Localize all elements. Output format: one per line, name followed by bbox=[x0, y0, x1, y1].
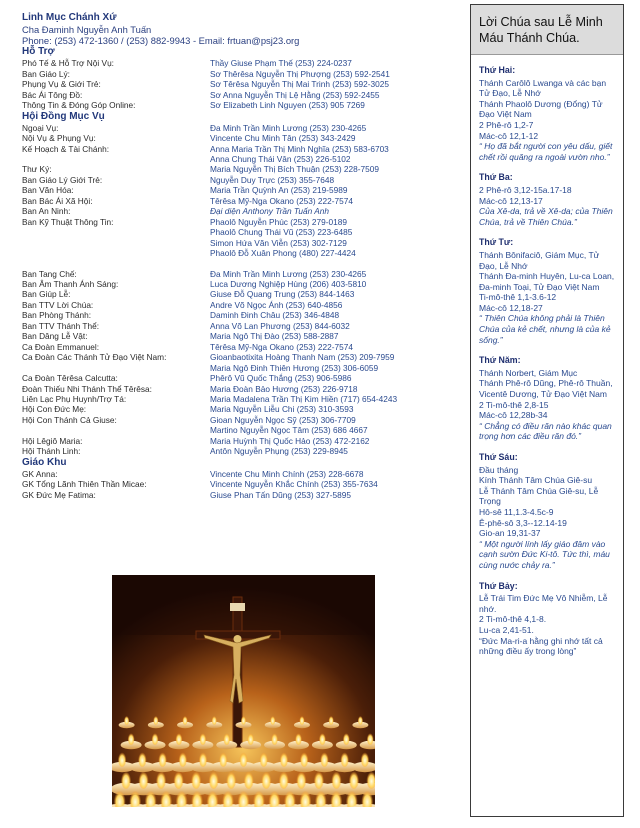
candle-flame bbox=[244, 770, 254, 789]
person-contact: Maria Huỳnh Thị Quốc Hảo (253) 472-2162 bbox=[210, 435, 370, 446]
person-contact: Phaolô Đỗ Xuân Phong (480) 227-4424 bbox=[210, 248, 356, 259]
day-heading: Thứ Tư: bbox=[479, 237, 514, 248]
role-label: Hội Con Thánh Cả Giuse: bbox=[22, 414, 117, 425]
candle-flame bbox=[367, 732, 374, 745]
candle-flame bbox=[320, 751, 329, 767]
person-contact: Gioan Nguyễn Ngọc Sỹ (253) 306-7709 bbox=[210, 414, 356, 425]
role-label: Ban Giáo Lý: bbox=[22, 68, 70, 79]
directory-row bbox=[22, 446, 452, 456]
person-contact: Giuse Phan Tấn Dũng (253) 327-5895 bbox=[210, 489, 351, 500]
directory-row bbox=[22, 227, 452, 237]
role-label: Ca Đoàn Têrêsa Calcutta: bbox=[22, 373, 118, 384]
readings-list bbox=[471, 55, 623, 663]
directory-row bbox=[22, 154, 452, 164]
candle-flame bbox=[361, 751, 370, 767]
candle-flame bbox=[152, 732, 159, 745]
directory-row bbox=[22, 331, 452, 341]
reading-day bbox=[479, 355, 615, 442]
person-contact: Luca Dương Nghiệp Hùng (206) 403-5810 bbox=[210, 279, 367, 290]
directory-row bbox=[22, 321, 452, 331]
candle-flame bbox=[261, 770, 271, 789]
person-contact: Sơ Thêrêsa Nguyễn Thị Phượng (253) 592-2541 bbox=[210, 68, 390, 79]
crucifix-candles-image bbox=[112, 575, 375, 807]
candle-flame bbox=[349, 770, 359, 789]
candle-flame bbox=[319, 732, 326, 745]
candle-flame bbox=[173, 770, 183, 789]
directory-row bbox=[22, 185, 452, 195]
day-heading: Thứ Năm: bbox=[479, 355, 521, 366]
directory-row bbox=[22, 175, 452, 185]
directory-row bbox=[22, 279, 452, 289]
role-label bbox=[22, 227, 210, 237]
person-contact: Maria Nguyễn Thị Bích Thuận (253) 228-7509 bbox=[210, 164, 379, 175]
person-contact: Anna Chung Thái Vân (253) 226-5102 bbox=[210, 154, 351, 165]
role-label: GK Anna: bbox=[22, 468, 58, 479]
candle-flame bbox=[259, 751, 268, 767]
reading-line: 2 Ti-mô-thê 2,8-15 bbox=[479, 399, 549, 410]
candle-flame bbox=[314, 770, 324, 789]
candle-flame bbox=[138, 770, 148, 789]
person-contact: Têrêsa Mỹ-Nga Okano (253) 222-7574 bbox=[210, 195, 353, 206]
person-contact: Phaolô Nguyễn Phúc (253) 279-0189 bbox=[210, 216, 347, 227]
person-contact: Maria Nguyễn Liễu Chi (253) 310-3593 bbox=[210, 404, 354, 415]
day-heading: Thứ Sáu: bbox=[479, 452, 518, 462]
candle-flame bbox=[158, 751, 167, 767]
reading-line: Mác-cô 12,28b-34 bbox=[479, 410, 548, 421]
person-contact: Anna Võ Lan Phương (253) 844-6032 bbox=[210, 320, 350, 331]
person-contact: Maria Trần Quỳnh An (253) 219-5989 bbox=[210, 185, 348, 196]
directory-row bbox=[22, 436, 452, 446]
role-label: Liên Lạc Phụ Huynh/Trợ Tá: bbox=[22, 394, 127, 404]
candle-flame bbox=[279, 770, 289, 789]
day-heading: Thứ Bảy: bbox=[479, 580, 518, 591]
role-label: Ban Văn Hóa: bbox=[22, 185, 74, 196]
reading-line: Lễ Thánh Tâm Chúa Giê-su, Lễ Trọng bbox=[479, 485, 599, 507]
directory-row bbox=[22, 196, 452, 206]
candle-flame bbox=[241, 715, 246, 725]
candle-flame bbox=[118, 751, 127, 767]
priest-heading: Linh Mục Chánh Xứ bbox=[22, 12, 117, 23]
candle-flame bbox=[121, 770, 131, 789]
readings-panel bbox=[470, 4, 624, 817]
candles-crucifix-photo bbox=[112, 575, 375, 807]
candle-flame bbox=[128, 732, 135, 745]
row-spacer bbox=[22, 259, 452, 269]
role-label: Nội Vụ & Phụng Vụ: bbox=[22, 133, 96, 144]
candle-flame bbox=[358, 715, 363, 725]
role-label: Kế Hoạch & Tài Chánh: bbox=[22, 143, 110, 154]
staff-directory bbox=[22, 12, 452, 500]
directory-row bbox=[22, 100, 452, 110]
person-contact: Gioanbaotixita Hoàng Thanh Nam (253) 209-7959 bbox=[210, 352, 395, 363]
person-contact: Giuse Đỗ Quang Trung (253) 844-1463 bbox=[210, 289, 355, 300]
candle-flame bbox=[209, 770, 219, 789]
reading-line: Thánh Phaolô Dương (Đổng) Tử Đạo Việt Nam bbox=[479, 98, 603, 120]
directory-row bbox=[22, 58, 452, 68]
role-label bbox=[22, 425, 210, 435]
candle-flame bbox=[153, 715, 158, 725]
day-heading: Thứ Ba: bbox=[479, 172, 513, 183]
role-label: Ban Giúp Lễ: bbox=[22, 289, 71, 300]
person-contact: Sơ Têrêsa Nguyễn Thị Mai Trinh (253) 592-3025 bbox=[210, 79, 390, 90]
person-contact: Vincente Nguyễn Khắc Chính (253) 355-7634 bbox=[210, 479, 378, 490]
role-label: Ban TTV Thánh Thể: bbox=[22, 320, 100, 331]
role-label: Hội Con Đức Mẹ: bbox=[22, 404, 87, 415]
person-contact: Maria Đoàn Bảo Hương (253) 226-9718 bbox=[210, 383, 358, 394]
candle-flame bbox=[296, 770, 306, 789]
role-label: Hội Thánh Linh: bbox=[22, 446, 81, 457]
role-label: Ban Phòng Thánh: bbox=[22, 310, 92, 321]
directory-row bbox=[22, 123, 452, 133]
person-contact: Sơ Elizabeth Linh Nguyen (253) 905 7269 bbox=[210, 100, 365, 111]
candle-flame bbox=[295, 732, 302, 745]
reading-line: Đầu tháng bbox=[479, 464, 519, 475]
role-label bbox=[22, 363, 210, 373]
section-heading: Hội Đồng Mục Vụ bbox=[22, 110, 105, 122]
person-contact: Đa Minh Trần Minh Lương (253) 230-4265 bbox=[210, 122, 367, 133]
candle-flame bbox=[239, 751, 248, 767]
reading-line: Kính Thánh Tâm Chúa Giê-su bbox=[479, 475, 593, 486]
reading-quote: “ Chẳng có điều răn nào khác quan trọng hơn các điều răn đó.” bbox=[479, 420, 612, 442]
candle-flame bbox=[223, 732, 230, 745]
candle-flame bbox=[138, 751, 147, 767]
reading-quote: “ Một người lính lấy giáo đâm vào cạnh sườn Đức Ki-tô. Tức thì, máu cùng nước chảy ra.” bbox=[479, 538, 610, 570]
directory-row bbox=[22, 269, 452, 279]
directory-row bbox=[22, 79, 452, 89]
role-label: GK Đức Mẹ Fatima: bbox=[22, 489, 96, 500]
reading-line: Thánh Phê-rô Dũng, Phê-rô Thuần, Vicentê Dương, Tử Đạo Việt Nam bbox=[479, 378, 613, 400]
directory-row bbox=[22, 206, 452, 216]
person-contact: Têrêsa Mỹ-Nga Okano (253) 222-7574 bbox=[210, 341, 353, 352]
directory-row bbox=[22, 300, 452, 310]
directory-row bbox=[22, 490, 452, 500]
candle-flame bbox=[343, 732, 350, 745]
candle-flame bbox=[124, 715, 129, 725]
reading-day bbox=[479, 65, 615, 162]
person-contact: Maria Ngô Đinh Thiên Hương (253) 306-6059 bbox=[210, 362, 379, 373]
reading-line: Ti-mô-thê 1,1-3.6-12 bbox=[479, 292, 557, 303]
reading-line: 2 Ti-mô-thê 4,1-8. bbox=[479, 614, 547, 625]
priest-name: Cha Đaminh Nguyễn Anh Tuấn bbox=[22, 24, 152, 35]
directory-row bbox=[22, 248, 452, 258]
reading-line: 2 Phê-rô 3,12-15a.17-18 bbox=[479, 184, 572, 195]
role-label: Ban Bác Ái Xã Hội: bbox=[22, 195, 93, 206]
reading-line: Mác-cô 12,1-12 bbox=[479, 130, 539, 141]
candle-flame bbox=[212, 715, 217, 725]
candle-flame bbox=[329, 715, 334, 725]
candle-flame bbox=[156, 770, 166, 789]
role-label: Ban An Ninh: bbox=[22, 206, 71, 217]
role-label: Phụng Vụ & Giới Trẻ: bbox=[22, 79, 101, 90]
directory-sections bbox=[22, 46, 452, 500]
role-label bbox=[22, 154, 210, 164]
reading-day bbox=[479, 237, 615, 345]
directory-row bbox=[22, 363, 452, 373]
directory-row bbox=[22, 342, 452, 352]
reading-line: Thánh Đa-minh Huyên, Lu-ca Loan, Đa-minh Toại, Tử Đạo Việt Nam bbox=[479, 271, 615, 292]
directory-row bbox=[22, 373, 452, 383]
reading-line: Ê-phê-sô 3,3--12.14-19 bbox=[479, 517, 567, 528]
role-label: Bác Ái Tông Đồ: bbox=[22, 89, 83, 100]
role-label: Ban Kỹ Thuật Thông Tin: bbox=[22, 216, 114, 227]
directory-row bbox=[22, 479, 452, 489]
role-label: Ban Giáo Lý Giới Trẻ: bbox=[22, 174, 103, 185]
role-label: GK Tổng Lãnh Thiên Thần Micae: bbox=[22, 479, 147, 490]
directory-row bbox=[22, 133, 452, 143]
candle-flame bbox=[191, 770, 201, 789]
role-label: Ban Âm Thanh Ánh Sáng: bbox=[22, 279, 119, 290]
candle-flame bbox=[199, 732, 206, 745]
role-label: Phó Tế & Hỗ Trợ Nội Vụ: bbox=[22, 58, 114, 69]
day-heading: Thứ Hai: bbox=[479, 65, 516, 75]
role-label: Hội Lêgiô Maria: bbox=[22, 435, 83, 446]
reading-day bbox=[479, 452, 615, 571]
role-label: Ca Đoàn Các Thánh Tử Đạo Việt Nam: bbox=[22, 352, 167, 363]
directory-row bbox=[22, 425, 452, 435]
candle-flame bbox=[331, 770, 341, 789]
reading-line: Mác-cô 12,18-27 bbox=[479, 302, 543, 313]
candle-flame bbox=[199, 751, 208, 767]
role-label: Đoàn Thiếu Nhi Thánh Thể Têrêsa: bbox=[22, 383, 152, 394]
directory-row bbox=[22, 69, 452, 79]
directory-row bbox=[22, 310, 452, 320]
person-contact: Andre Võ Ngọc Ánh (253) 640-4856 bbox=[210, 299, 343, 310]
directory-row bbox=[22, 217, 452, 227]
directory-row bbox=[22, 394, 452, 404]
reading-day bbox=[479, 581, 615, 657]
person-contact: Maria Madalena Trần Thị Kim Hiền (717) 654-4243 bbox=[210, 394, 398, 404]
directory-row bbox=[22, 90, 452, 100]
role-label: Thư Ký: bbox=[22, 164, 52, 175]
person-contact: Vincente Chu Minh Tân (253) 343-2429 bbox=[210, 133, 356, 144]
person-contact: Đa Minh Trần Minh Lương (253) 230-4265 bbox=[210, 268, 367, 279]
person-contact: Antôn Nguyễn Phụng (253) 229-8945 bbox=[210, 446, 348, 457]
reading-line: Lễ Trái Tim Đức Mẹ Vô Nhiễm, Lễ nhớ. bbox=[479, 593, 608, 614]
person-contact: Daminh Đinh Châu (253) 346-4848 bbox=[210, 310, 340, 321]
reading-day bbox=[479, 172, 615, 227]
person-contact: Nguyễn Duy Trực (253) 355-7648 bbox=[210, 174, 335, 185]
candle-flame bbox=[175, 732, 182, 745]
directory-row bbox=[22, 469, 452, 479]
section-heading: Giáo Khu bbox=[22, 456, 67, 468]
directory-row bbox=[22, 144, 452, 154]
reading-line: Thánh Bônifaciô, Giám Mục, Tử Đạo, Lễ Nhớ bbox=[479, 249, 600, 271]
directory-row bbox=[22, 164, 452, 174]
directory-row bbox=[22, 238, 452, 248]
reading-line: Mác-cô 12,13-17 bbox=[479, 195, 543, 206]
person-contact: Phêrô Vũ Quốc Thắng (253) 906-5986 bbox=[210, 373, 352, 384]
reading-quote: “ Họ đã bắt người con yêu dấu, giết chết rồi quăng ra ngoài vườn nho.” bbox=[479, 141, 613, 162]
reading-quote: Của Xê-da, trả về Xê-da; của Thiên Chúa, trả về Thiên Chúa.” bbox=[479, 206, 613, 227]
reading-line: Thánh Carôlô Lwanga và các bạn Tử Đạo, Lễ Nhớ bbox=[479, 77, 607, 99]
candle-flame bbox=[182, 715, 187, 725]
directory-row bbox=[22, 289, 452, 299]
candle-flame bbox=[340, 751, 349, 767]
candle-flame bbox=[219, 751, 228, 767]
directory-row bbox=[22, 352, 452, 362]
reading-line: Lu-ca 2,41-51. bbox=[479, 624, 534, 635]
person-contact: Martino Nguyễn Ngọc Tâm (253) 686 4667 bbox=[210, 425, 368, 436]
directory-row bbox=[22, 384, 452, 394]
candle-flame bbox=[300, 751, 309, 767]
candle-flame bbox=[247, 732, 254, 745]
person-contact: Simon Hứa Văn Viễn (253) 302-7129 bbox=[210, 237, 347, 248]
candle-flame bbox=[270, 715, 275, 725]
candle-flame bbox=[178, 751, 187, 767]
section-heading: Hỗ Trợ bbox=[22, 46, 55, 58]
person-contact: Đại diện Anthony Trần Tuấn Anh bbox=[210, 206, 329, 217]
role-label bbox=[22, 238, 210, 248]
reading-line: Hô-sê 11,1.3-4.5c-9 bbox=[479, 506, 554, 517]
reading-quote: “ Thiên Chúa không phải là Thiên Chúa của kẻ chết, nhưng là của kẻ sống.” bbox=[479, 313, 611, 345]
person-contact: Thầy Giuse Phạm Thế (253) 224-0237 bbox=[210, 58, 352, 69]
priest-contact: Phone: (253) 472-1360 / (253) 882-9943 - Email: frtuan@psj23.org bbox=[22, 35, 300, 47]
person-contact: Vincente Chu Minh Chính (253) 228-6678 bbox=[210, 468, 364, 479]
reading-line: Gio-an 19,31-37 bbox=[479, 528, 541, 539]
candle-flame bbox=[226, 770, 236, 789]
person-contact: Maria Ngô Thị Đào (253) 588-2887 bbox=[210, 331, 339, 342]
candle-flame bbox=[271, 732, 278, 745]
role-label: Thông Tin & Đóng Góp Online: bbox=[22, 100, 136, 111]
role-label: Ban Tang Chế: bbox=[22, 268, 77, 279]
reading-line: Thánh Norbert, Giám Mục bbox=[479, 367, 578, 378]
role-label: Ngoại Vụ: bbox=[22, 122, 59, 133]
role-label: Ban Dâng Lễ Vật: bbox=[22, 331, 88, 342]
readings-title: Lời Chúa sau Lễ Minh Máu Thánh Chúa. bbox=[471, 5, 623, 55]
candle-flame bbox=[280, 751, 289, 767]
person-contact: Sơ Anna Nguyễn Thị Lệ Hằng (253) 592-2455 bbox=[210, 89, 380, 100]
directory-row bbox=[22, 404, 452, 414]
reading-line: 2 Phê-rô 1,2-7 bbox=[479, 119, 534, 130]
reading-line: “Đức Ma-ri-a hằng ghi nhớ tất cả những điều ấy trong lòng” bbox=[479, 635, 603, 657]
person-contact: Phaolô Chung Thái Vũ (253) 223-6485 bbox=[210, 227, 353, 238]
role-label: Ban TTV Lời Chúa: bbox=[22, 299, 94, 310]
role-label bbox=[22, 248, 210, 258]
person-contact: Anna Maria Trần Thị Minh Nghĩa (253) 583-6703 bbox=[210, 143, 389, 154]
directory-row bbox=[22, 415, 452, 425]
role-label: Ca Đoàn Emmanuel: bbox=[22, 341, 100, 352]
candle-flame bbox=[299, 715, 304, 725]
